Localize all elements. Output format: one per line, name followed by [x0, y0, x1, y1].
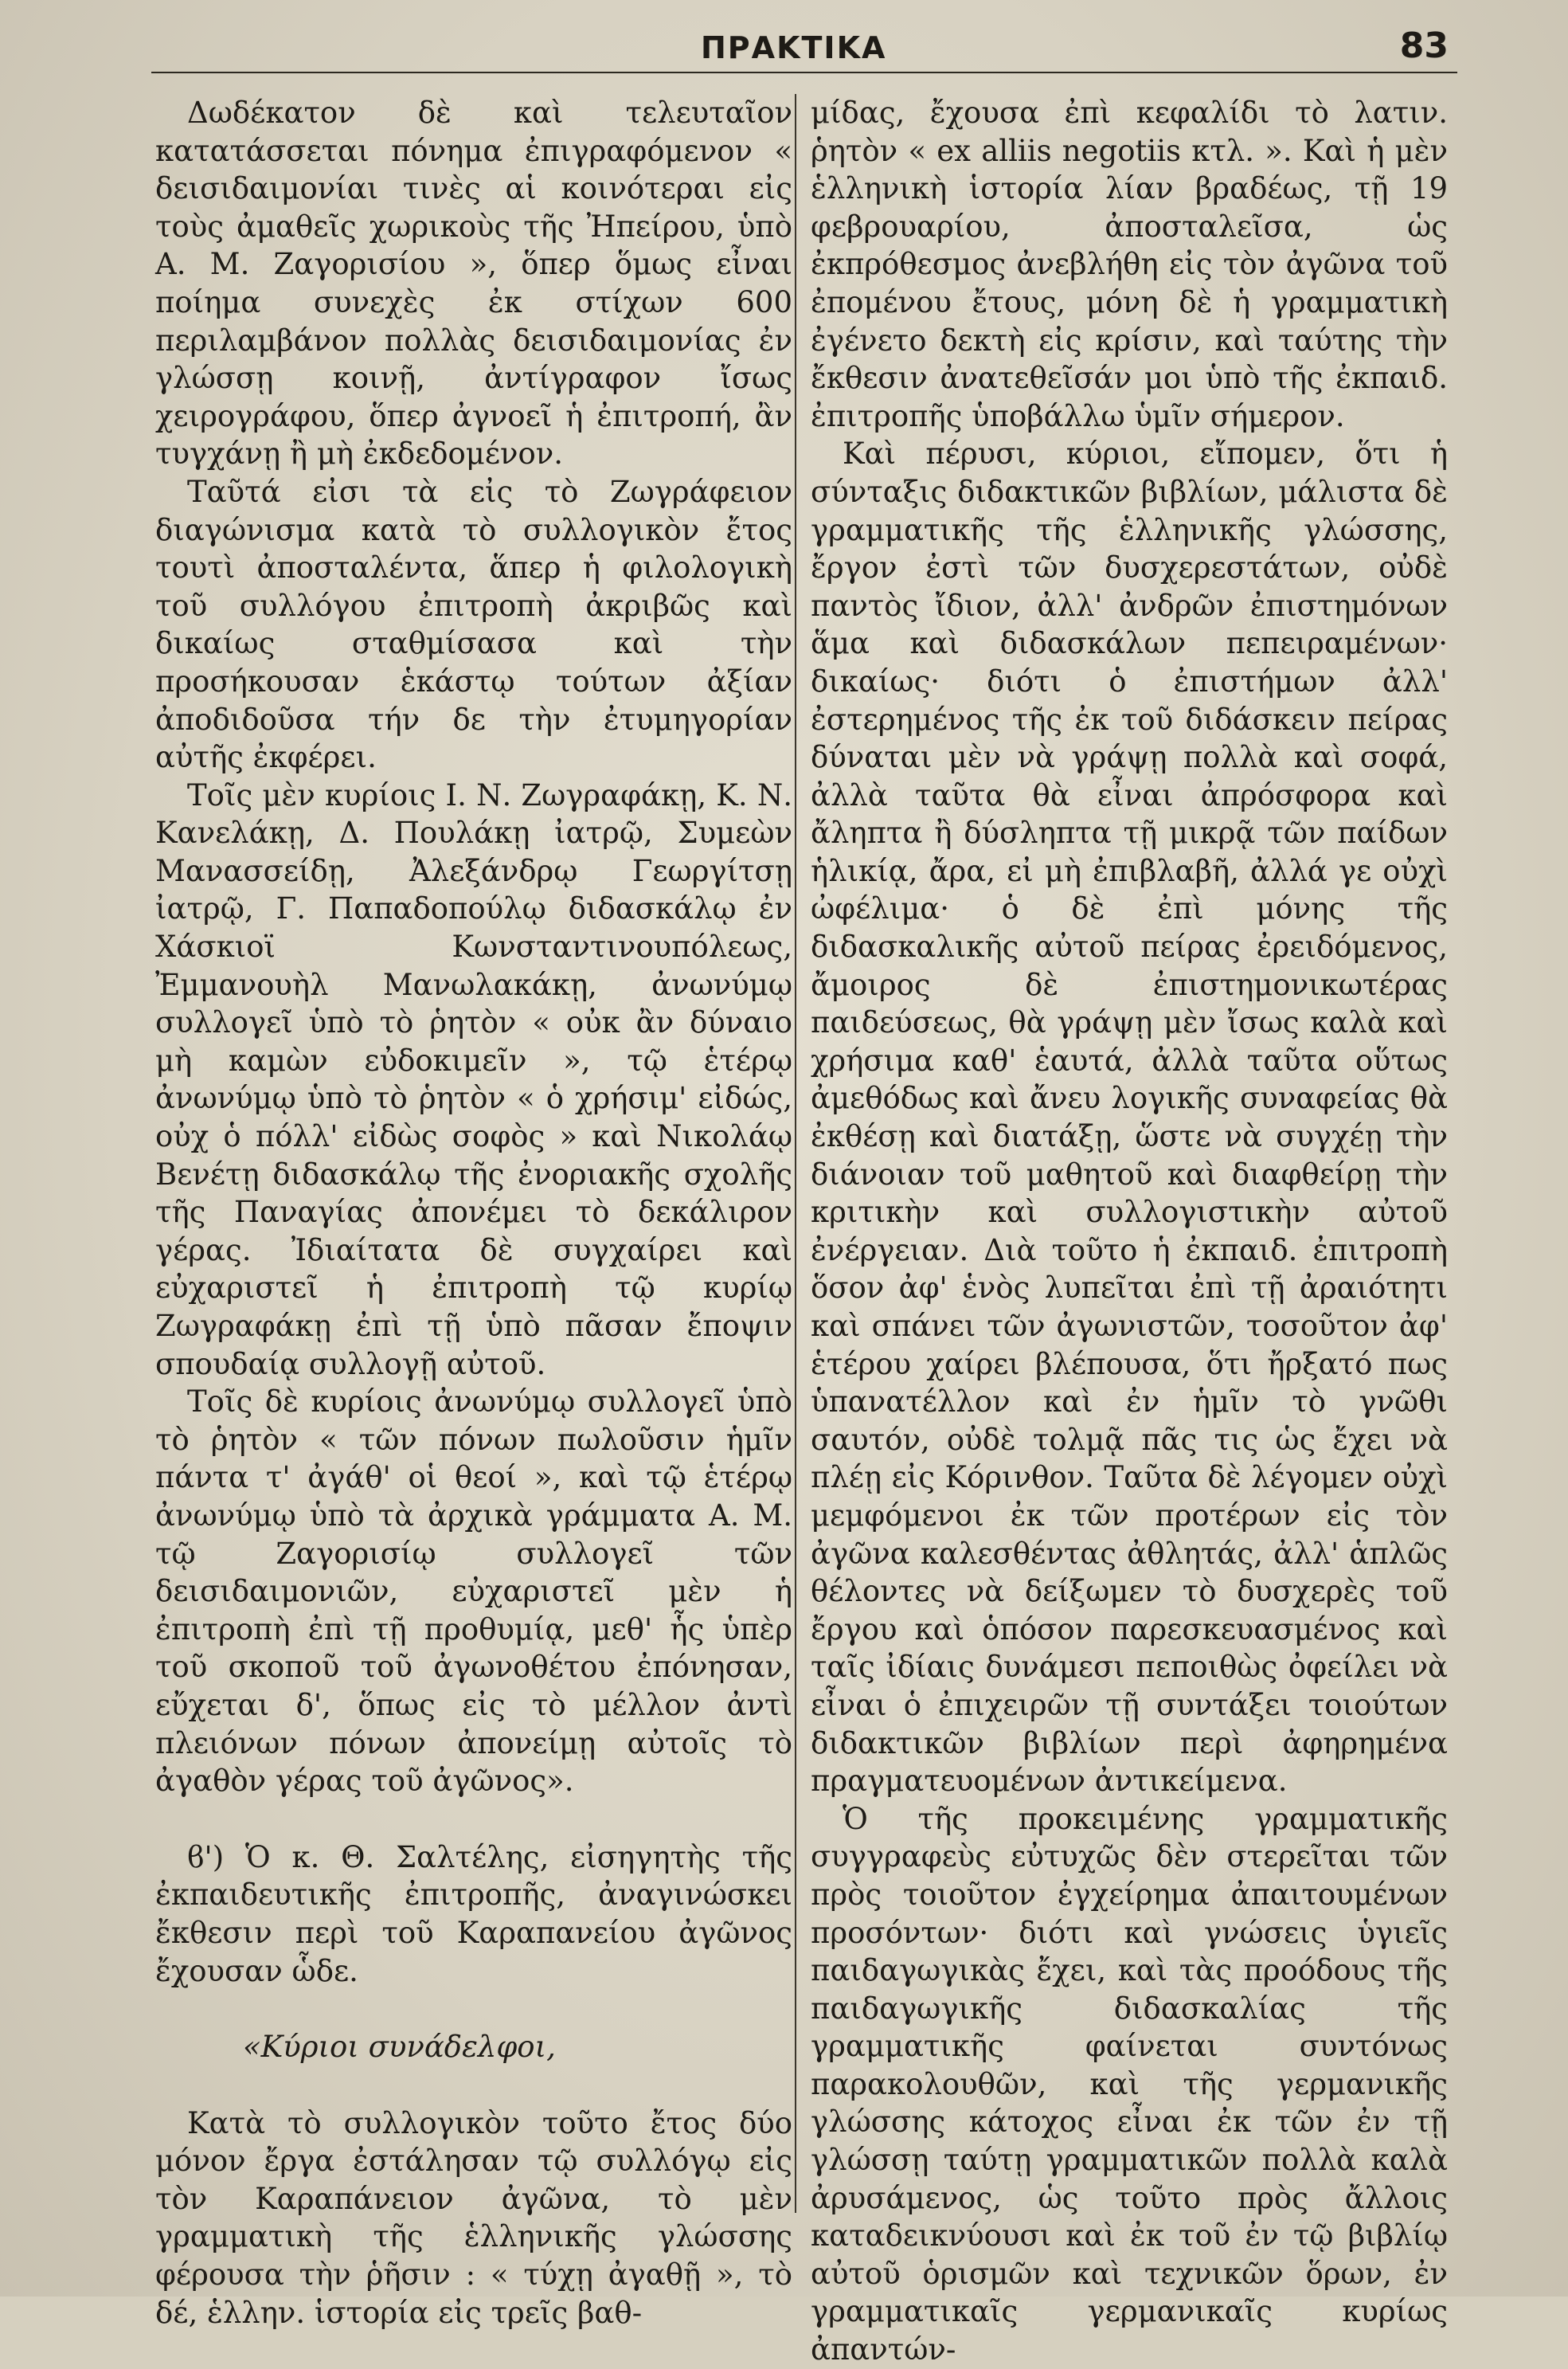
column-divider	[795, 94, 796, 2213]
header-rule	[151, 72, 1457, 73]
right-column	[811, 94, 1448, 2369]
left-column	[155, 94, 792, 2332]
page-number: 83	[1399, 25, 1449, 66]
paragraph-saltelis-report: ϐ') Ὁ κ. Θ. Σαλτέλης, εἰσηγητὴς τῆς ἐκπαιδευτικῆς ἐπιτροπῆς, ἀναγινώσκει ἔκθεσιν περὶ τοῦ Καραπανείου ἀγῶνος ἔχουσαν ὧδε.	[155, 1839, 792, 1988]
paragraph-twelfth-work: Δωδέκατον δὲ καὶ τελευταῖον κατατάσσεται πόνημα ἐπιγραφόμενον « δεισιδαιμονίαι τινὲς αἱ κοινότεραι εἰς τοὺς ἀμαθεῖς χωρικοὺς τῆς Ἠπείρου, ὑπὸ Α. Μ. Ζαγορισίου », ὅπερ ὅμως εἶναι ποίημα συνεχὲς ἐκ στίχων 600 περιλαμβάνον πολλὰς δεισιδαιμονίας ἐν γλώσσῃ κοινῇ, ἀντίγραφον ἴσως χειρογράφου, ὅπερ ἀγνοεῖ ἡ ἐπιτροπή, ἂν τυγχάνῃ ἢ μὴ ἐκδεδομένον.	[155, 96, 792, 472]
page-header	[0, 24, 1568, 72]
paragraph-history-continuation: μίδας, ἔχουσα ἐπὶ κεφαλίδι τὸ λατιν. ῥητὸν « ex alliis negotiis κτλ. ». Καὶ ἡ μὲν ἑλληνικὴ ἱστορία λίαν βραδέως, τῇ 19 φεβρουαρίου, ἀποσταλεῖσα, ὡς ἐκπρόθεσμος ἀνεβλήθη εἰς τὸν ἀγῶνα τοῦ ἐπομένου ἔτους, μόνη δὲ ἡ γραμματικὴ ἐγένετο δεκτὴ εἰς κρίσιν, καὶ ταύτης τὴν ἔκθεσιν ἀνατεθεῖσάν μοι ὑπὸ τῆς ἐκπαιδ. ἐπιτροπῆς ὑποβάλλω ὑμῖν σήμερον.	[811, 96, 1448, 433]
paragraph-textbook-difficulty: Καὶ πέρυσι, κύριοι, εἴπομεν, ὅτι ἡ σύνταξις διδακτικῶν βιβλίων, μάλιστα δὲ γραμματικῆς τῆς ἑλληνικῆς γλώσσης, ἔργον ἐστὶ τῶν δυσχερεστάτων, οὐδὲ παντὸς ἴδιον, ἀλλ' ἀνδρῶν ἐπιστημόνων ἅμα καὶ διδασκάλων πεπειραμένων· δικαίως· διότι ὁ ἐπιστήμων ἀλλ' ἐστερημένος τῆς ἐκ τοῦ διδάσκειν πείρας δύναται μὲν νὰ γράψῃ πολλὰ καὶ σοφά, ἀλλὰ ταῦτα θὰ εἶναι ἀπρόσφορα καὶ ἄληπτα ἢ δύσληπτα τῇ μικρᾷ τῶν παίδων ἡλικίᾳ, ἄρα, εἰ μὴ ἐπιβλαβῆ, ἀλλά γε οὐχὶ ὠφέλιμα· ὁ δὲ ἐπὶ μόνης τῆς διδασκαλικῆς αὐτοῦ πείρας ἐρειδόμενος, ἄμοιρος δὲ ἐπιστημονικωτέρας παιδεύσεως, θὰ γράψῃ μὲν ἴσως καλὰ καὶ χρήσιμα καθ' ἑαυτά, ἀλλὰ ταῦτα οὕτως ἀμεθόδως καὶ ἄνευ λογικῆς συναφείας θὰ ἐκθέσῃ καὶ διατάξῃ, ὥστε νὰ συγχέῃ τὴν διάνοιαν τοῦ μαθητοῦ καὶ διαφθείρῃ τὴν κριτικὴν καὶ συλλογιστικὴν αὐτοῦ ἐνέργειαν. Διὰ τοῦτο ἡ ἐκπαιδ. ἐπιτροπὴ ὅσον ἀφ' ἑνὸς λυπεῖται ἐπὶ τῇ ἀραιότητι καὶ σπάνει τῶν ἀγωνιστῶν, τοσοῦτον ἀφ' ἑτέρου χαίρει βλέπουσα, ὅτι ἤρξατό πως ὑπανατέλλον καὶ ἐν ἡμῖν τὸ γνῶθι σαυτόν, οὐδὲ τολμᾷ πᾶς τις ὡς ἔχει νὰ πλέῃ εἰς Κόρινθον. Ταῦτα δὲ λέγομεν οὐχὶ μεμφόμενοι ἐκ τῶν προτέρων εἰς τὸν ἀγῶνα καλεσθέντας ἀθλητάς, ἀλλ' ἁπλῶς θέλοντες νὰ δείξωμεν τὸ δυσχερὲς τοῦ ἔργου καὶ ὁπόσον παρεσκευασμένος καὶ ταῖς ἰδίαις δυνάμεσι πεποιθὼς ὀφείλει νὰ εἶναι ὁ ἐπιχειρῶν τῇ συντάξει τοιούτων διδακτικῶν βιβλίων περὶ ἀφηρημένα πραγματευομένων ἀντικείμενα.	[811, 437, 1448, 1799]
running-title: ΠΡΑΚΤΙΚΑ	[701, 30, 887, 65]
paragraph-submissions-summary: Ταῦτά εἰσι τὰ εἰς τὸ Ζωγράφειον διαγώνισμα κατὰ τὸ συλλογικὸν ἔτος τουτὶ ἀποσταλέντα, ἅπερ ἡ φιλολογικὴ τοῦ συλλόγου ἐπιτροπὴ ἀκριβῶς καὶ δικαίως σταθμίσασα καὶ τὴν προσήκουσαν ἑκάστῳ τούτων ἀξίαν ἀποδιδοῦσα τήν δε τὴν ἐτυμηγορίαν αὐτῆς ἐκφέρει.	[155, 474, 792, 775]
paragraph-prize-recipients: Τοῖς μὲν κυρίοις Ι. Ν. Ζωγραφάκῃ, Κ. Ν. Κανελάκῃ, Δ. Πουλάκῃ ἰατρῷ, Συμεὼν Μανασσείδῃ, Ἀλεξάνδρῳ Γεωργίτσῃ ἰατρῷ, Γ. Παπαδοπούλῳ διδασκάλῳ ἐν Χάσκιοϊ Κωνσταντινουπόλεως, Ἐμμανουὴλ Μανωλακάκῃ, ἀνωνύμῳ συλλογεῖ ὑπὸ τὸ ῥητὸν « οὐκ ἂν δύναιο μὴ καμὼν εὐδοκιμεῖν », τῷ ἑτέρῳ ἀνωνύμῳ ὑπὸ τὸ ῥητὸν « ὁ χρήσιμ' εἰδώς, οὐχ ὁ πόλλ' εἰδὼς σοφὸς » καὶ Νικολάῳ Βενέτῃ διδασκάλῳ τῆς ἐνοριακῆς σχολῆς τῆς Παναγίας ἀπονέμει τὸ δεκάλιρον γέρας. Ἰδιαίτατα δὲ συγχαίρει καὶ εὐχαριστεῖ ἡ ἐπιτροπὴ τῷ κυρίῳ Ζωγραφάκῃ ἐπὶ τῇ ὑπὸ πᾶσαν ἔποψιν σπουδαίᾳ συλλογῇ αὐτοῦ.	[155, 777, 792, 1381]
paragraph-grammar-author: Ὁ τῆς προκειμένης γραμματικῆς συγγραφεὺς εὐτυχῶς δὲν στερεῖται τῶν πρὸς τοιοῦτον ἐγχείρημα ἀπαιτουμένων προσόντων· διότι καὶ γνώσεις ὑγιεῖς παιδαγωγικὰς ἔχει, καὶ τὰς προόδους τῆς παιδαγωγικῆς διδασκαλίας τῆς γραμματικῆς φαίνεται συντόνως παρακολουθῶν, καὶ τῆς γερμανικῆς γλώσσης κάτοχος εἶναι ἐκ τῶν ἐν τῇ γλώσσῃ ταύτῃ γραμματικῶν πολλὰ καλὰ ἀρυσάμενος, ὡς τοῦτο πρὸς ἄλλοις καταδεικνύουσι καὶ ἐκ τοῦ ἐν τῷ βιβλίῳ αὐτοῦ ὁρισμῶν καὶ τεχνικῶν ὅρων, ἐν γραμματικαῖς γερμανικαῖς κυρίως ἀπαντών-	[811, 1801, 1448, 2367]
paragraph-thanks-anonymous: Τοῖς δὲ κυρίοις ἀνωνύμῳ συλλογεῖ ὑπὸ τὸ ῥητὸν « τῶν πόνων πωλοῦσιν ἡμῖν πάντα τ' ἀγάθ' οἱ θεοί », καὶ τῷ ἑτέρῳ ἀνωνύμῳ ὑπὸ τὰ ἀρχικὰ γράμματα Α. Μ. τῷ Ζαγορισίῳ συλλογεῖ τῶν δεισιδαιμονιῶν, εὐχαριστεῖ μὲν ἡ ἐπιτροπὴ ἐπὶ τῇ προθυμίᾳ, μεθ' ἧς ὑπὲρ τοῦ σκοποῦ τοῦ ἀγωνοθέτου ἐπόνησαν, εὔχεται δ', ὅπως εἰς τὸ μέλλον ἀντὶ πλειόνων πόνων ἀπονείμῃ αὐτοῖς τὸ ἀγαθὸν γέρας τοῦ ἀγῶνος».	[155, 1384, 792, 1799]
paragraph-karapaneios-works: Κατὰ τὸ συλλογικὸν τοῦτο ἔτος δύο μόνον ἔργα ἐστάλησαν τῷ συλλόγῳ εἰς τὸν Καραπάνειον ἀγῶνα, τὸ μὲν γραμματικὴ τῆς ἑλληνικῆς γλώσσης φέρουσα τὴν ῥῆσιν : « τύχῃ ἀγαθῇ », τὸ δέ, ἑλλην. ἱστορία εἰς τρεῖς βαθ-	[155, 2105, 792, 2330]
salutation: «Κύριοι συνάδελφοι,	[243, 2030, 556, 2065]
